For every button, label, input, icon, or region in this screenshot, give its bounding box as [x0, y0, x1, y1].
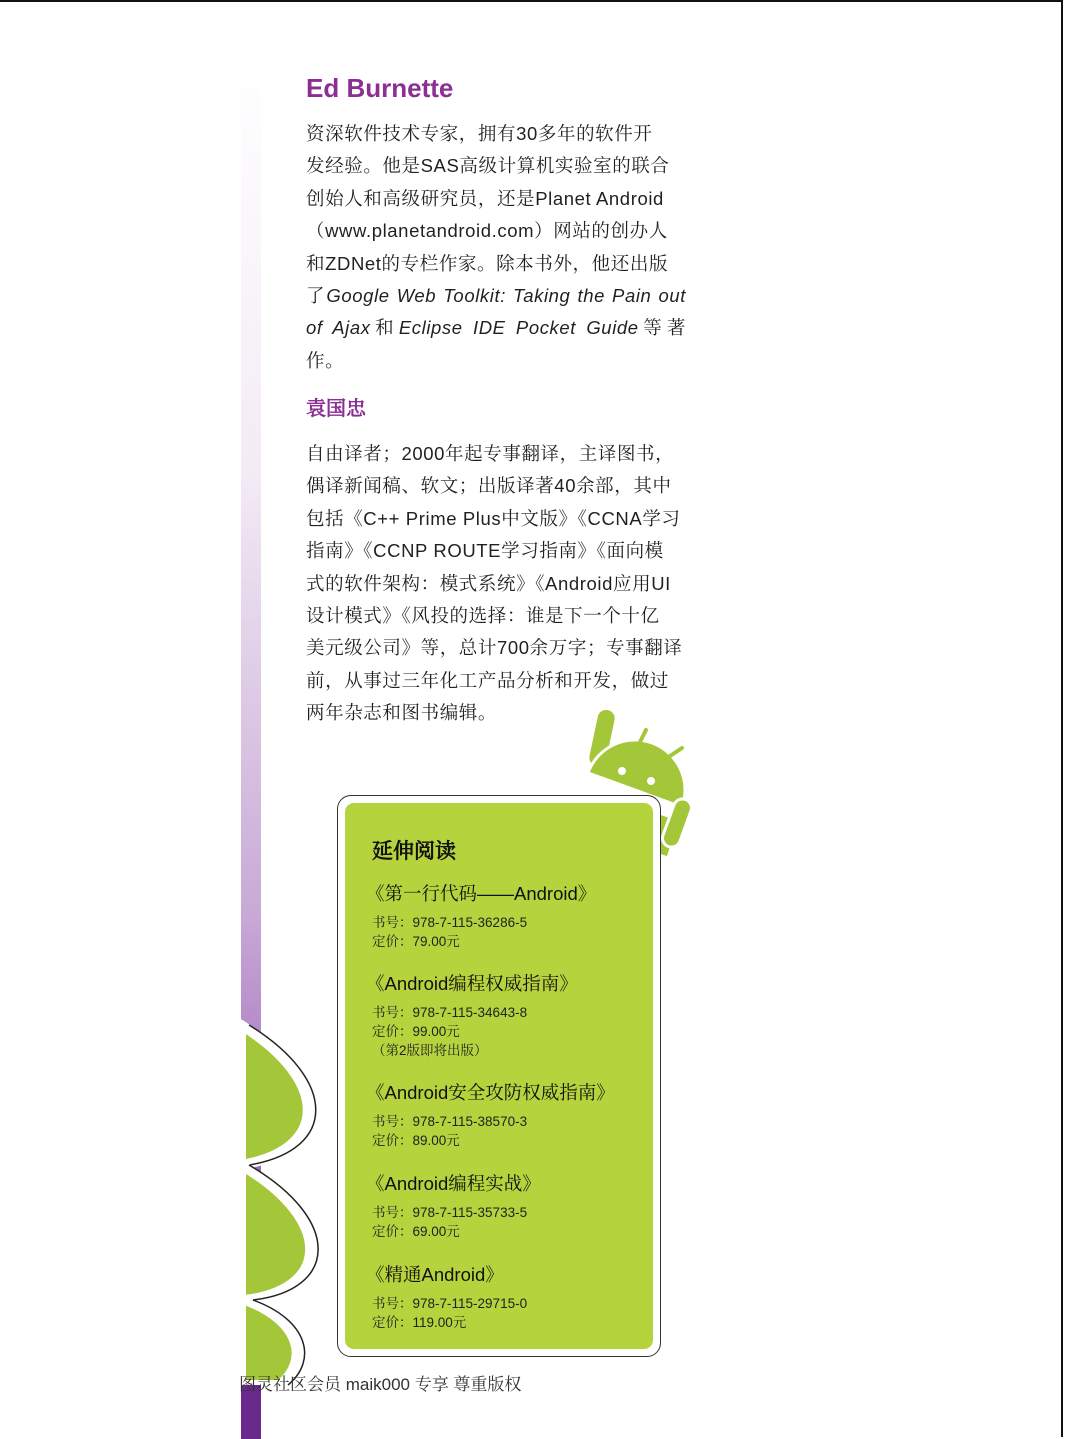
book-note: （第2版即将出版） [372, 1043, 488, 1058]
book-item [366, 1171, 662, 1241]
book-isbn: 书号：978-7-115-35733-5 [372, 1205, 528, 1220]
book-isbn: 书号：978-7-115-38570-3 [372, 1114, 528, 1129]
book-title: 《Android编程权威指南》 [366, 973, 578, 994]
bio-tail-connector: 和 [370, 317, 399, 339]
book-title: 《Android编程实战》 [366, 1173, 541, 1194]
book-isbn: 书号：978-7-115-36286-5 [372, 915, 528, 930]
book-meta [372, 913, 662, 951]
bio-line: 前，从事过三年化工产品分析和开发，做过 [306, 669, 669, 691]
bio-line: 两年杂志和图书编辑。 [306, 702, 498, 724]
green-petal-shape [241, 1025, 318, 1385]
book-price: 定价：79.00元 [372, 934, 460, 949]
book-item [366, 1080, 662, 1150]
author-name: Ed Burnette [306, 73, 454, 103]
book-meta [372, 1294, 662, 1332]
bio-line: 和ZDNet的专栏作家。除本书外，他还出版 [306, 252, 669, 274]
author-section-yuan-guozhong [306, 395, 686, 730]
book-title-gwt: Google Web Toolkit: Taking the Pain out of Ajax [306, 285, 686, 339]
bio-line: 指南》《CCNP ROUTE学习指南》《面向模 [306, 540, 664, 562]
book-meta [372, 1203, 662, 1241]
further-reading-box [337, 795, 661, 1357]
book-item [366, 881, 662, 951]
book-title: 《精通Android》 [366, 1264, 504, 1285]
book-price: 定价：69.00元 [372, 1224, 460, 1239]
book-isbn: 书号：978-7-115-34643-8 [372, 1005, 528, 1020]
book-item [366, 971, 662, 1060]
book-price: 定价：99.00元 [372, 1024, 460, 1039]
further-reading-title: 延伸阅读 [372, 840, 456, 863]
author-bio [306, 118, 686, 377]
bio-line: 偶译新闻稿、软文；出版译著40余部，其中 [306, 475, 672, 497]
bio-tail-suffix: 等著作。 [306, 317, 686, 371]
further-reading-panel [345, 803, 653, 1349]
book-price: 定价：89.00元 [372, 1133, 460, 1148]
bio-line: 自由译者；2000年起专事翻译，主译图书， [306, 443, 675, 464]
author-bio [306, 438, 686, 730]
book-title: 《第一行代码——Android》 [366, 883, 597, 904]
book-title: 《Android安全攻防权威指南》 [366, 1082, 615, 1103]
author-section-ed-burnette [306, 72, 686, 377]
book-isbn: 书号：978-7-115-29715-0 [372, 1296, 528, 1311]
book-meta [372, 1112, 662, 1150]
bio-line: 包括《C++ Prime Plus中文版》《CCNA学习 [306, 507, 681, 529]
book-item [366, 1262, 662, 1332]
bio-tail-prefix: 了 [306, 285, 327, 307]
book-meta [372, 1003, 662, 1060]
bio-line: 设计模式》《风投的选择：谁是下一个十亿 [306, 605, 660, 627]
watermark: 图灵社区会员 maik000 专享 尊重版权 [239, 1375, 522, 1394]
bio-line: 资深软件技术专家，拥有30多年的软件开 [306, 123, 653, 144]
author-name: 袁国忠 [306, 398, 366, 420]
bio-line: 美元级公司》等，总计700余万字；专事翻译 [306, 637, 683, 659]
bio-line: 式的软件架构：模式系统》《Android应用UI [306, 572, 671, 594]
book-price: 定价：119.00元 [372, 1315, 467, 1330]
bio-line: 创始人和高级研究员，还是Planet Android [306, 187, 664, 209]
bio-line: 发经验。他是SAS高级计算机实验室的联合 [306, 155, 670, 177]
bio-line: （www.planetandroid.com）网站的创办人 [306, 220, 668, 242]
book-title-eclipse: Eclipse IDE Pocket Guide [398, 317, 639, 339]
